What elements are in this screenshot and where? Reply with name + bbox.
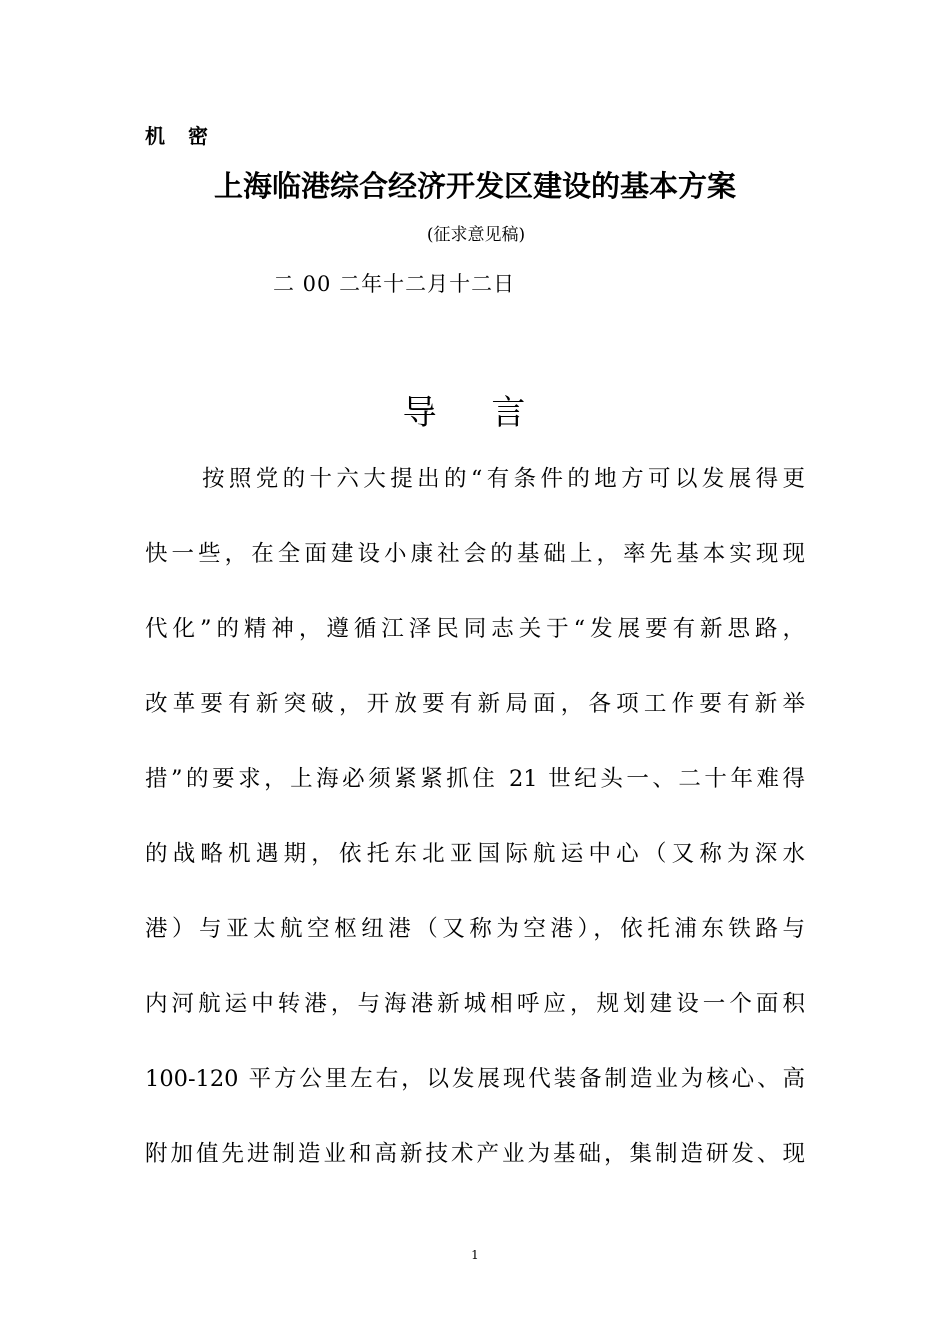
body-line: 按照党的十六大提出的“有条件的地方可以发展得更 bbox=[202, 466, 805, 492]
document-title: 上海临港综合经济开发区建设的基本方案 bbox=[213, 169, 736, 203]
body-line: 附加值先进制造业和高新技术产业为基础，集制造研发、现 bbox=[145, 1141, 805, 1167]
body-paragraph bbox=[145, 456, 805, 1206]
body-line: 代化”的精神，遵循江泽民同志关于“发展要有新思路， bbox=[145, 616, 805, 642]
section-heading: 导 言 bbox=[402, 393, 548, 433]
body-line: 改革要有新突破，开放要有新局面，各项工作要有新举 bbox=[145, 691, 805, 717]
page-number: 1 bbox=[471, 1248, 479, 1262]
draft-note bbox=[0, 222, 950, 248]
body-line: 100-120 平方公里左右，以发展现代装备制造业为核心、高 bbox=[145, 1066, 805, 1092]
document-date: 二 00 二年十二月十二日 bbox=[273, 272, 516, 296]
body-line: 措”的要求，上海必须紧紧抓住 21 世纪头一、二十年难得 bbox=[145, 766, 805, 792]
body-line: 快一些，在全面建设小康社会的基础上，率先基本实现现 bbox=[145, 541, 805, 567]
body-line: 港）与亚太航空枢纽港（又称为空港），依托浦东铁路与 bbox=[145, 916, 805, 942]
classification-label: 机 密 bbox=[145, 124, 216, 148]
body-line: 内河航运中转港，与海港新城相呼应，规划建设一个面积 bbox=[145, 991, 805, 1017]
body-line: 的战略机遇期，依托东北亚国际航运中心（又称为深水 bbox=[145, 841, 805, 867]
draft-note-text: (征求意见稿) bbox=[426, 225, 526, 245]
